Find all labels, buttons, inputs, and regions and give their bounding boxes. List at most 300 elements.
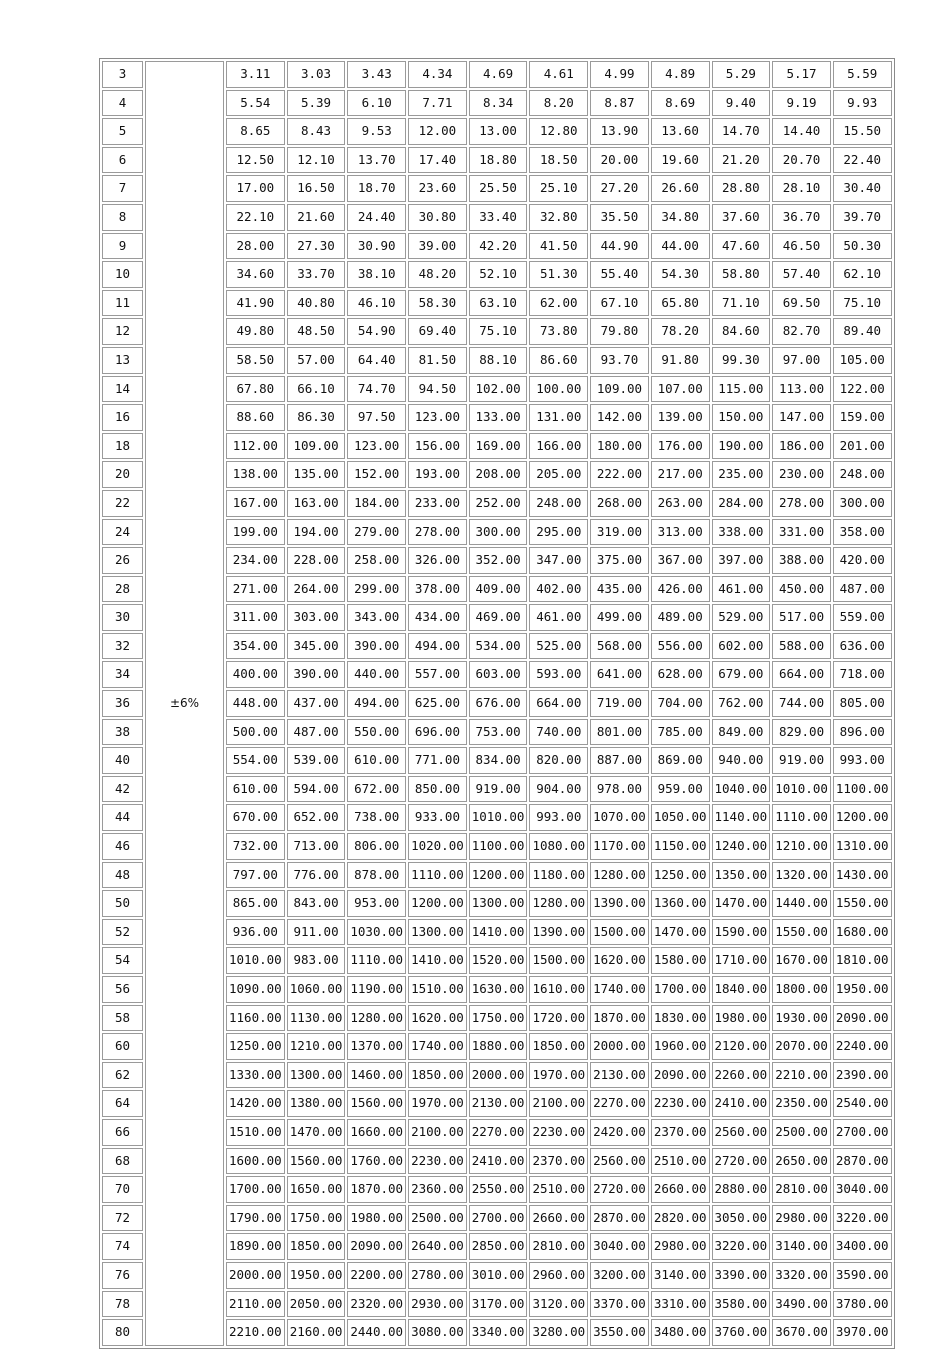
value-cell: 2090.00	[651, 1062, 710, 1089]
row-size-cell: 10	[102, 261, 143, 288]
value-cell: 12.00	[408, 118, 467, 145]
value-cell: 704.00	[651, 690, 710, 717]
value-cell: 489.00	[651, 604, 710, 631]
value-cell: 1830.00	[651, 1005, 710, 1032]
value-cell: 109.00	[287, 433, 346, 460]
row-size-cell: 18	[102, 433, 143, 460]
value-cell: 300.00	[469, 519, 528, 546]
value-cell: 2510.00	[651, 1148, 710, 1175]
value-cell: 278.00	[772, 490, 831, 517]
value-cell: 437.00	[287, 690, 346, 717]
value-cell: 1280.00	[529, 890, 588, 917]
value-cell: 1090.00	[226, 976, 285, 1003]
value-cell: 388.00	[772, 547, 831, 574]
value-cell: 664.00	[529, 690, 588, 717]
value-cell: 51.30	[529, 261, 588, 288]
value-cell: 628.00	[651, 661, 710, 688]
value-cell: 1810.00	[833, 947, 892, 974]
value-cell: 184.00	[347, 490, 406, 517]
value-cell: 180.00	[590, 433, 649, 460]
value-cell: 776.00	[287, 862, 346, 889]
value-cell: 4.69	[469, 61, 528, 88]
value-cell: 2360.00	[408, 1176, 467, 1203]
value-cell: 3590.00	[833, 1262, 892, 1289]
value-cell: 2000.00	[590, 1033, 649, 1060]
value-cell: 1470.00	[287, 1119, 346, 1146]
value-cell: 1170.00	[590, 833, 649, 860]
value-cell: 1410.00	[469, 919, 528, 946]
value-cell: 2870.00	[590, 1205, 649, 1232]
value-cell: 1300.00	[408, 919, 467, 946]
row-size-cell: 50	[102, 890, 143, 917]
value-cell: 1440.00	[772, 890, 831, 917]
value-cell: 3040.00	[590, 1233, 649, 1260]
value-cell: 919.00	[469, 776, 528, 803]
value-cell: 641.00	[590, 661, 649, 688]
value-cell: 222.00	[590, 461, 649, 488]
value-cell: 919.00	[772, 747, 831, 774]
value-cell: 933.00	[408, 804, 467, 831]
value-cell: 850.00	[408, 776, 467, 803]
value-cell: 1240.00	[712, 833, 771, 860]
value-cell: 2270.00	[469, 1119, 528, 1146]
value-cell: 603.00	[469, 661, 528, 688]
value-cell: 3.03	[287, 61, 346, 88]
value-cell: 1150.00	[651, 833, 710, 860]
value-cell: 426.00	[651, 576, 710, 603]
value-cell: 1020.00	[408, 833, 467, 860]
value-cell: 33.40	[469, 204, 528, 231]
value-cell: 63.10	[469, 290, 528, 317]
value-cell: 3490.00	[772, 1291, 831, 1318]
value-cell: 409.00	[469, 576, 528, 603]
row-size-cell: 9	[102, 233, 143, 260]
value-cell: 115.00	[712, 376, 771, 403]
value-cell: 311.00	[226, 604, 285, 631]
value-cell: 26.60	[651, 175, 710, 202]
value-cell: 1210.00	[287, 1033, 346, 1060]
value-cell: 719.00	[590, 690, 649, 717]
row-size-cell: 68	[102, 1148, 143, 1175]
row-size-cell: 80	[102, 1319, 143, 1346]
value-cell: 9.40	[712, 90, 771, 117]
value-cell: 2350.00	[772, 1090, 831, 1117]
value-cell: 1160.00	[226, 1005, 285, 1032]
value-cell: 217.00	[651, 461, 710, 488]
value-cell: 100.00	[529, 376, 588, 403]
value-cell: 2130.00	[590, 1062, 649, 1089]
value-cell: 13.70	[347, 147, 406, 174]
value-cell: 2100.00	[408, 1119, 467, 1146]
value-cell: 1040.00	[712, 776, 771, 803]
row-size-cell: 48	[102, 862, 143, 889]
value-cell: 18.50	[529, 147, 588, 174]
value-cell: 48.20	[408, 261, 467, 288]
value-cell: 2550.00	[469, 1176, 528, 1203]
value-cell: 896.00	[833, 719, 892, 746]
value-cell: 109.00	[590, 376, 649, 403]
value-cell: 3370.00	[590, 1291, 649, 1318]
value-cell: 354.00	[226, 633, 285, 660]
value-cell: 1980.00	[712, 1005, 771, 1032]
row-size-cell: 11	[102, 290, 143, 317]
value-cell: 40.80	[287, 290, 346, 317]
value-cell: 1560.00	[347, 1090, 406, 1117]
value-cell: 166.00	[529, 433, 588, 460]
value-cell: 113.00	[772, 376, 831, 403]
value-cell: 367.00	[651, 547, 710, 574]
value-cell: 1890.00	[226, 1233, 285, 1260]
value-cell: 1300.00	[469, 890, 528, 917]
value-cell: 49.80	[226, 318, 285, 345]
value-cell: 2090.00	[347, 1233, 406, 1260]
row-size-cell: 20	[102, 461, 143, 488]
value-cell: 610.00	[347, 747, 406, 774]
value-cell: 7.71	[408, 90, 467, 117]
value-cell: 2780.00	[408, 1262, 467, 1289]
value-cell: 300.00	[833, 490, 892, 517]
value-cell: 3760.00	[712, 1319, 771, 1346]
value-cell: 993.00	[529, 804, 588, 831]
value-cell: 9.53	[347, 118, 406, 145]
value-cell: 6.10	[347, 90, 406, 117]
value-cell: 2720.00	[712, 1148, 771, 1175]
value-cell: 14.70	[712, 118, 771, 145]
value-cell: 131.00	[529, 404, 588, 431]
value-cell: 3120.00	[529, 1291, 588, 1318]
value-cell: 834.00	[469, 747, 528, 774]
value-cell: 2240.00	[833, 1033, 892, 1060]
value-cell: 568.00	[590, 633, 649, 660]
value-cell: 3140.00	[772, 1233, 831, 1260]
value-cell: 1370.00	[347, 1033, 406, 1060]
value-cell: 24.40	[347, 204, 406, 231]
value-cell: 2230.00	[651, 1090, 710, 1117]
row-size-cell: 14	[102, 376, 143, 403]
value-cell: 28.80	[712, 175, 771, 202]
value-cell: 54.90	[347, 318, 406, 345]
value-cell: 271.00	[226, 576, 285, 603]
value-cell: 2370.00	[529, 1148, 588, 1175]
value-cell: 2420.00	[590, 1119, 649, 1146]
value-cell: 936.00	[226, 919, 285, 946]
value-cell: 3970.00	[833, 1319, 892, 1346]
value-cell: 234.00	[226, 547, 285, 574]
value-cell: 52.10	[469, 261, 528, 288]
value-cell: 18.70	[347, 175, 406, 202]
value-cell: 1050.00	[651, 804, 710, 831]
value-cell: 440.00	[347, 661, 406, 688]
value-cell: 78.20	[651, 318, 710, 345]
value-cell: 1670.00	[772, 947, 831, 974]
value-cell: 664.00	[772, 661, 831, 688]
value-cell: 82.70	[772, 318, 831, 345]
value-cell: 284.00	[712, 490, 771, 517]
value-cell: 2230.00	[408, 1148, 467, 1175]
value-cell: 5.17	[772, 61, 831, 88]
value-cell: 2980.00	[651, 1233, 710, 1260]
value-cell: 345.00	[287, 633, 346, 660]
value-cell: 4.89	[651, 61, 710, 88]
value-cell: 33.70	[287, 261, 346, 288]
value-cell: 39.00	[408, 233, 467, 260]
value-cell: 1080.00	[529, 833, 588, 860]
value-cell: 74.70	[347, 376, 406, 403]
value-cell: 105.00	[833, 347, 892, 374]
value-cell: 2090.00	[833, 1005, 892, 1032]
value-cell: 13.00	[469, 118, 528, 145]
value-cell: 2050.00	[287, 1291, 346, 1318]
value-cell: 2560.00	[712, 1119, 771, 1146]
value-cell: 135.00	[287, 461, 346, 488]
value-cell: 46.50	[772, 233, 831, 260]
value-cell: 1850.00	[529, 1033, 588, 1060]
value-cell: 1250.00	[226, 1033, 285, 1060]
value-cell: 97.00	[772, 347, 831, 374]
value-cell: 718.00	[833, 661, 892, 688]
value-cell: 152.00	[347, 461, 406, 488]
value-cell: 331.00	[772, 519, 831, 546]
value-cell: 25.10	[529, 175, 588, 202]
row-size-cell: 62	[102, 1062, 143, 1089]
value-cell: 20.70	[772, 147, 831, 174]
value-cell: 9.93	[833, 90, 892, 117]
value-cell: 264.00	[287, 576, 346, 603]
value-cell: 435.00	[590, 576, 649, 603]
row-size-cell: 46	[102, 833, 143, 860]
weight-table-container	[99, 58, 895, 1349]
value-cell: 133.00	[469, 404, 528, 431]
value-cell: 36.70	[772, 204, 831, 231]
value-cell: 3080.00	[408, 1319, 467, 1346]
value-cell: 3220.00	[833, 1205, 892, 1232]
value-cell: 461.00	[712, 576, 771, 603]
value-cell: 487.00	[287, 719, 346, 746]
value-cell: 3200.00	[590, 1262, 649, 1289]
row-size-cell: 58	[102, 1005, 143, 1032]
value-cell: 1420.00	[226, 1090, 285, 1117]
value-cell: 753.00	[469, 719, 528, 746]
value-cell: 983.00	[287, 947, 346, 974]
value-cell: 849.00	[712, 719, 771, 746]
value-cell: 1840.00	[712, 976, 771, 1003]
value-cell: 2130.00	[469, 1090, 528, 1117]
value-cell: 1650.00	[287, 1176, 346, 1203]
value-cell: 12.80	[529, 118, 588, 145]
row-size-cell: 42	[102, 776, 143, 803]
value-cell: 1560.00	[287, 1148, 346, 1175]
value-cell: 679.00	[712, 661, 771, 688]
value-cell: 3040.00	[833, 1176, 892, 1203]
value-cell: 1980.00	[347, 1205, 406, 1232]
value-cell: 58.80	[712, 261, 771, 288]
value-cell: 1010.00	[226, 947, 285, 974]
value-cell: 3480.00	[651, 1319, 710, 1346]
value-cell: 2930.00	[408, 1291, 467, 1318]
row-size-cell: 64	[102, 1090, 143, 1117]
value-cell: 3050.00	[712, 1205, 771, 1232]
value-cell: 1720.00	[529, 1005, 588, 1032]
value-cell: 2980.00	[772, 1205, 831, 1232]
value-cell: 41.90	[226, 290, 285, 317]
value-cell: 1130.00	[287, 1005, 346, 1032]
value-cell: 37.60	[712, 204, 771, 231]
row-size-cell: 5	[102, 118, 143, 145]
value-cell: 610.00	[226, 776, 285, 803]
value-cell: 461.00	[529, 604, 588, 631]
value-cell: 525.00	[529, 633, 588, 660]
value-cell: 150.00	[712, 404, 771, 431]
value-cell: 1280.00	[347, 1005, 406, 1032]
value-cell: 86.60	[529, 347, 588, 374]
value-cell: 820.00	[529, 747, 588, 774]
row-size-cell: 56	[102, 976, 143, 1003]
value-cell: 801.00	[590, 719, 649, 746]
value-cell: 8.43	[287, 118, 346, 145]
value-cell: 138.00	[226, 461, 285, 488]
value-cell: 163.00	[287, 490, 346, 517]
value-cell: 156.00	[408, 433, 467, 460]
value-cell: 3170.00	[469, 1291, 528, 1318]
value-cell: 713.00	[287, 833, 346, 860]
value-cell: 34.80	[651, 204, 710, 231]
value-cell: 3.43	[347, 61, 406, 88]
value-cell: 62.00	[529, 290, 588, 317]
value-cell: 343.00	[347, 604, 406, 631]
value-cell: 44.90	[590, 233, 649, 260]
value-cell: 5.29	[712, 61, 771, 88]
value-cell: 2270.00	[590, 1090, 649, 1117]
value-cell: 594.00	[287, 776, 346, 803]
value-cell: 1880.00	[469, 1033, 528, 1060]
value-cell: 107.00	[651, 376, 710, 403]
value-cell: 1360.00	[651, 890, 710, 917]
value-cell: 1580.00	[651, 947, 710, 974]
value-cell: 469.00	[469, 604, 528, 631]
value-cell: 278.00	[408, 519, 467, 546]
value-cell: 3310.00	[651, 1291, 710, 1318]
value-cell: 732.00	[226, 833, 285, 860]
value-cell: 2640.00	[408, 1233, 467, 1260]
value-cell: 1970.00	[408, 1090, 467, 1117]
value-cell: 186.00	[772, 433, 831, 460]
value-cell: 2660.00	[529, 1205, 588, 1232]
value-cell: 64.40	[347, 347, 406, 374]
value-cell: 1200.00	[408, 890, 467, 917]
value-cell: 319.00	[590, 519, 649, 546]
value-cell: 1250.00	[651, 862, 710, 889]
weight-table	[99, 58, 895, 1349]
value-cell: 326.00	[408, 547, 467, 574]
value-cell: 2850.00	[469, 1233, 528, 1260]
value-cell: 1110.00	[772, 804, 831, 831]
value-cell: 13.60	[651, 118, 710, 145]
value-cell: 2200.00	[347, 1262, 406, 1289]
value-cell: 1310.00	[833, 833, 892, 860]
value-cell: 1460.00	[347, 1062, 406, 1089]
value-cell: 534.00	[469, 633, 528, 660]
value-cell: 3.11	[226, 61, 285, 88]
row-size-cell: 38	[102, 719, 143, 746]
value-cell: 993.00	[833, 747, 892, 774]
value-cell: 5.39	[287, 90, 346, 117]
value-cell: 1030.00	[347, 919, 406, 946]
value-cell: 1700.00	[651, 976, 710, 1003]
value-cell: 1330.00	[226, 1062, 285, 1089]
value-cell: 3400.00	[833, 1233, 892, 1260]
value-cell: 593.00	[529, 661, 588, 688]
value-cell: 252.00	[469, 490, 528, 517]
value-cell: 953.00	[347, 890, 406, 917]
value-cell: 79.80	[590, 318, 649, 345]
row-size-cell: 28	[102, 576, 143, 603]
value-cell: 785.00	[651, 719, 710, 746]
value-cell: 159.00	[833, 404, 892, 431]
value-cell: 176.00	[651, 433, 710, 460]
value-cell: 66.10	[287, 376, 346, 403]
value-cell: 1500.00	[590, 919, 649, 946]
value-cell: 28.10	[772, 175, 831, 202]
row-size-cell: 3	[102, 61, 143, 88]
value-cell: 2560.00	[590, 1148, 649, 1175]
value-cell: 8.20	[529, 90, 588, 117]
value-cell: 5.59	[833, 61, 892, 88]
value-cell: 494.00	[347, 690, 406, 717]
value-cell: 8.87	[590, 90, 649, 117]
value-cell: 904.00	[529, 776, 588, 803]
value-cell: 30.80	[408, 204, 467, 231]
value-cell: 636.00	[833, 633, 892, 660]
value-cell: 54.30	[651, 261, 710, 288]
value-cell: 1870.00	[347, 1176, 406, 1203]
value-cell: 2210.00	[772, 1062, 831, 1089]
value-cell: 3140.00	[651, 1262, 710, 1289]
value-cell: 279.00	[347, 519, 406, 546]
row-size-cell: 36	[102, 690, 143, 717]
value-cell: 57.40	[772, 261, 831, 288]
value-cell: 20.00	[590, 147, 649, 174]
value-cell: 865.00	[226, 890, 285, 917]
value-cell: 4.34	[408, 61, 467, 88]
value-cell: 652.00	[287, 804, 346, 831]
value-cell: 147.00	[772, 404, 831, 431]
value-cell: 744.00	[772, 690, 831, 717]
value-cell: 93.70	[590, 347, 649, 374]
value-cell: 2510.00	[529, 1176, 588, 1203]
row-size-cell: 78	[102, 1291, 143, 1318]
row-size-cell: 6	[102, 147, 143, 174]
value-cell: 299.00	[347, 576, 406, 603]
row-size-cell: 52	[102, 919, 143, 946]
value-cell: 1850.00	[408, 1062, 467, 1089]
value-cell: 13.90	[590, 118, 649, 145]
value-cell: 62.10	[833, 261, 892, 288]
value-cell: 81.50	[408, 347, 467, 374]
value-cell: 2110.00	[226, 1291, 285, 1318]
value-cell: 248.00	[529, 490, 588, 517]
value-cell: 4.99	[590, 61, 649, 88]
value-cell: 1070.00	[590, 804, 649, 831]
value-cell: 2500.00	[772, 1119, 831, 1146]
value-cell: 19.60	[651, 147, 710, 174]
value-cell: 2260.00	[712, 1062, 771, 1089]
value-cell: 18.80	[469, 147, 528, 174]
value-cell: 139.00	[651, 404, 710, 431]
value-cell: 696.00	[408, 719, 467, 746]
value-cell: 3670.00	[772, 1319, 831, 1346]
tolerance-cell: ±6%	[145, 61, 224, 1346]
value-cell: 1110.00	[408, 862, 467, 889]
